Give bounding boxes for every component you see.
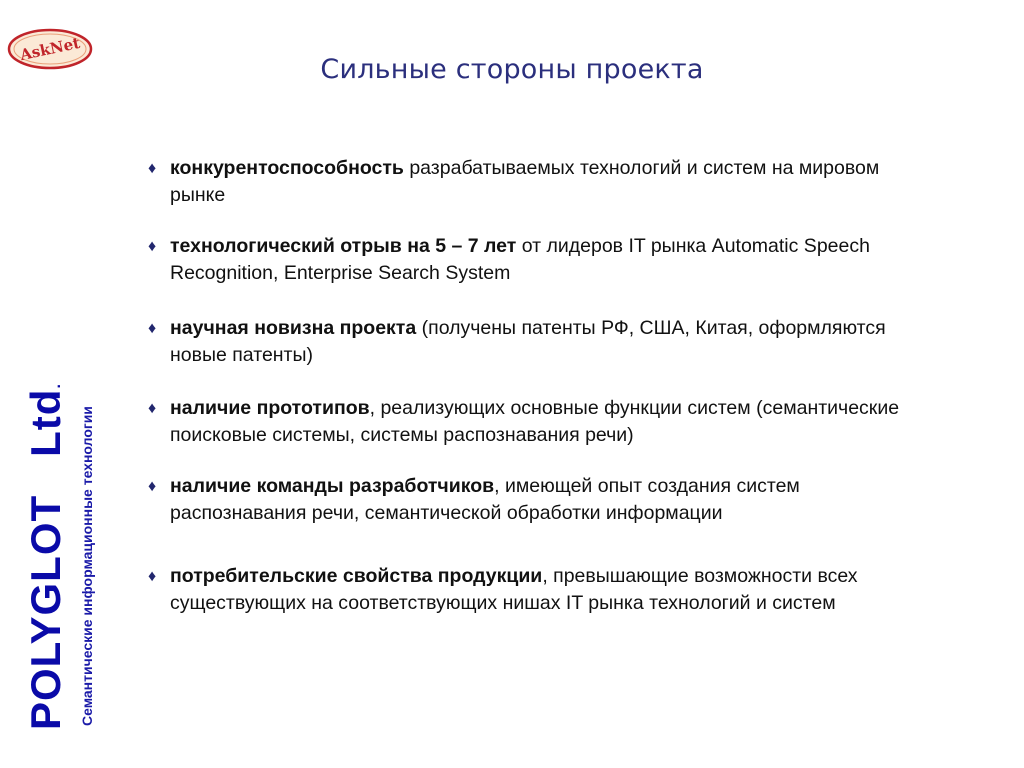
diamond-bullet-icon: ♦	[148, 160, 157, 177]
bullet-item	[148, 233, 932, 287]
bullet-bold: потребительские свойства продукции	[170, 565, 543, 587]
bullet-text: , имеющей опыт создания систем распознавания речи, семантической обработки информации	[170, 475, 800, 524]
bullet-item	[148, 395, 932, 449]
logo-text: AskNet	[18, 33, 82, 65]
bullet-bold: технологический отрыв на 5 – 7 лет	[170, 235, 517, 257]
bullet-item	[148, 563, 932, 617]
diamond-bullet-icon: ♦	[148, 238, 157, 255]
brand-subtitle: Семантические информационные технологии	[79, 406, 95, 726]
diamond-bullet-icon: ♦	[148, 568, 157, 585]
bullet-item	[148, 155, 932, 209]
bullet-bold: конкурентоспособность	[170, 157, 404, 179]
bullet-bold: научная новизна проекта	[170, 317, 417, 339]
brand-vertical	[22, 384, 70, 730]
brand-name: POLYGLOT Ltd	[22, 388, 69, 730]
page-title: Сильные стороны проекта	[320, 54, 704, 85]
bullet-item	[148, 473, 932, 527]
brand-dot: .	[47, 384, 64, 389]
diamond-bullet-icon: ♦	[148, 478, 157, 495]
bullet-text: от лидеров IT рынка Automatic Speech Recognition, Enterprise Search System	[170, 235, 870, 284]
bullet-text: , реализующих основные функции систем (семантические поисковые системы, системы распознавания речи)	[170, 397, 900, 446]
diamond-bullet-icon: ♦	[148, 320, 157, 337]
bullet-bold: наличие команды разработчиков	[170, 475, 495, 497]
diamond-bullet-icon: ♦	[148, 400, 157, 417]
bullet-text: , превышающие возможности всех существующих на соответствующих нишах IT рынка технологий и систем	[170, 565, 858, 614]
bullet-text: разрабатываемых технологий и систем на мировом рынке	[170, 157, 880, 206]
bullet-text: (получены патенты РФ, США, Китая, оформляются новые патенты)	[170, 317, 886, 366]
bullet-bold: наличие прототипов	[170, 397, 370, 419]
bullet-item	[148, 315, 932, 369]
